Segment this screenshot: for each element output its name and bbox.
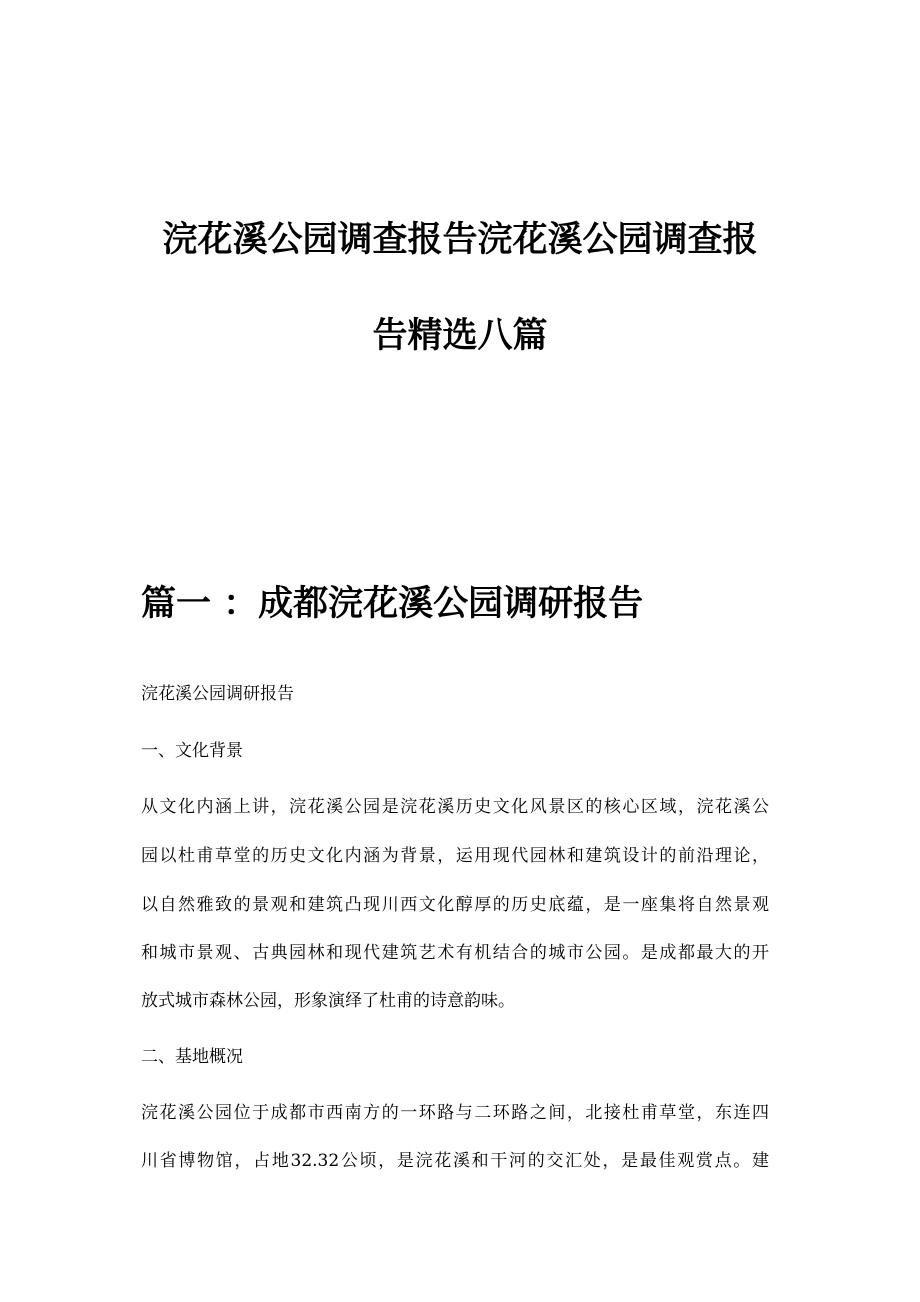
document-title-line-2: 告精选八篇: [372, 315, 548, 356]
part1-line-5: 放式城市森林公园，形象演绎了杜甫的诗意韵味。: [141, 991, 515, 1011]
part2-line-1: 浣花溪公园位于成都市西南方的一环路与二环路之间，北接杜甫草堂，东连四: [141, 1103, 769, 1123]
part2-heading: 二、基地概况: [141, 1047, 243, 1067]
part1-line-1: 从文化内涵上讲，浣花溪公园是浣花溪历史文化风景区的核心区域，浣花溪公: [141, 797, 769, 817]
part1-line-3: 以自然雅致的景观和建筑凸现川西文化醇厚的历史底蕴，是一座集将自然景观: [141, 895, 769, 915]
part1-heading: 一、文化背景: [141, 741, 243, 761]
document-title-line-1: 浣花溪公园调查报告浣花溪公园调查报: [162, 219, 758, 260]
part1-line-4: 和城市景观、古典园林和现代建筑艺术有机结合的城市公园。是成都最大的开: [141, 943, 769, 963]
part1-line-2: 园以杜甫草堂的历史文化内涵为背景，运用现代园林和建筑设计的前沿理论，: [141, 846, 769, 866]
part2-line-2: 川省博物馆，占地32.32公顷，是浣花溪和干河的交汇处，是最佳观赏点。建: [141, 1151, 769, 1171]
report-subtitle: 浣花溪公园调研报告: [141, 684, 294, 704]
section-heading: 篇一 ：成都浣花溪公园调研报告: [141, 583, 644, 624]
